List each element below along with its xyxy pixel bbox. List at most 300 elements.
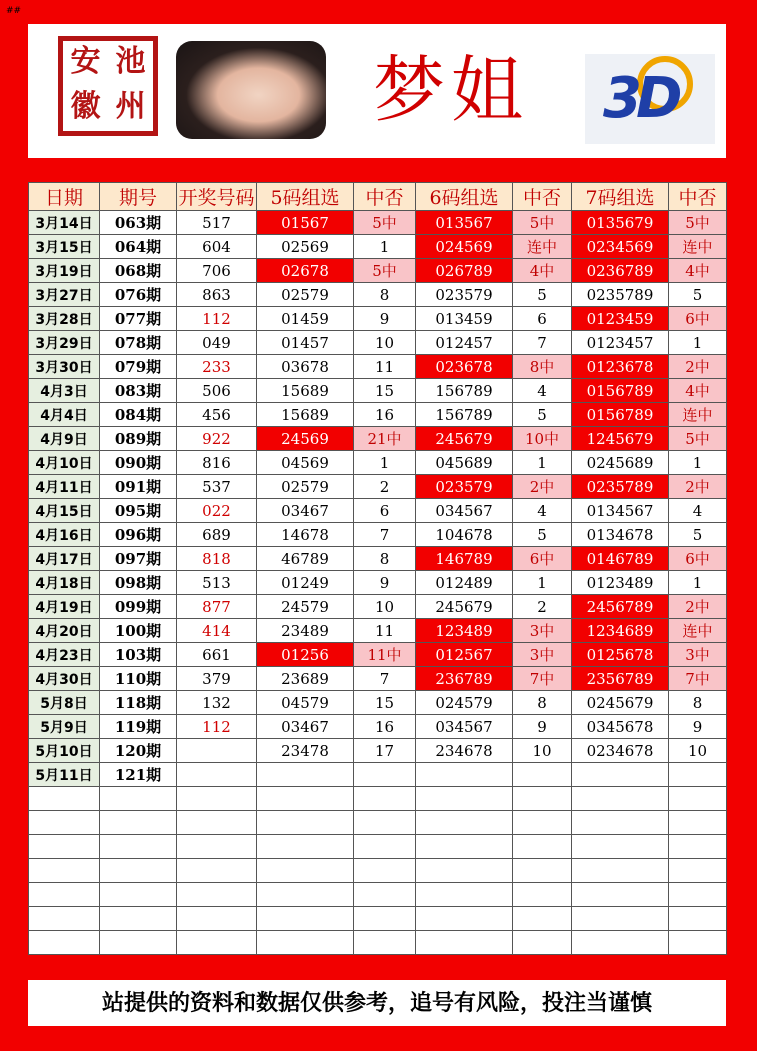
hit-5-cell: 7 — [354, 667, 416, 691]
table-row — [29, 571, 727, 595]
page-title: 梦姐 — [373, 48, 530, 132]
hit-7-cell: 6中 — [669, 547, 727, 571]
hit-5-cell: 5中 — [354, 259, 416, 283]
combo-7-cell: 0345678 — [572, 715, 669, 739]
hit-7-cell: 连中 — [669, 619, 727, 643]
seal-char: 安 — [70, 44, 101, 79]
combo-6-cell: 023678 — [416, 355, 513, 379]
table-row — [29, 595, 727, 619]
hit-7-cell: 1 — [669, 451, 727, 475]
col-header-7-hit: 中否 — [669, 183, 727, 211]
logo-text: 3D — [603, 66, 677, 131]
col-header-5-hit: 中否 — [354, 183, 416, 211]
draw-number-cell: 604 — [177, 235, 257, 259]
issue-cell: 089期 — [100, 427, 177, 451]
hit-7-cell: 2中 — [669, 475, 727, 499]
empty-cell — [100, 835, 177, 859]
empty-cell — [572, 907, 669, 931]
disclaimer-banner — [28, 980, 726, 1026]
combo-5-cell: 01459 — [257, 307, 354, 331]
combo-6-cell: 156789 — [416, 403, 513, 427]
draw-number-cell: 112 — [177, 715, 257, 739]
empty-cell — [29, 883, 100, 907]
table-row — [29, 427, 727, 451]
combo-6-cell: 034567 — [416, 499, 513, 523]
empty-cell — [100, 787, 177, 811]
hit-5-cell: 5中 — [354, 211, 416, 235]
draw-number-cell: 233 — [177, 355, 257, 379]
empty-cell — [416, 859, 513, 883]
combo-5-cell: 23689 — [257, 667, 354, 691]
combo-6-cell: 012457 — [416, 331, 513, 355]
table-row — [29, 667, 727, 691]
combo-5-cell: 15689 — [257, 403, 354, 427]
combo-6-cell: 013567 — [416, 211, 513, 235]
combo-5-cell: 01256 — [257, 643, 354, 667]
combo-7-cell: 1245679 — [572, 427, 669, 451]
combo-6-cell: 023579 — [416, 475, 513, 499]
col-header-7-combo: 7码组选 — [572, 183, 669, 211]
issue-cell: 076期 — [100, 283, 177, 307]
date-cell: 3月27日 — [29, 283, 100, 307]
combo-7-cell: 0235789 — [572, 283, 669, 307]
empty-cell — [354, 835, 416, 859]
hit-5-cell: 15 — [354, 379, 416, 403]
combo-6-cell: 012567 — [416, 643, 513, 667]
combo-5-cell: 23478 — [257, 739, 354, 763]
combo-6-cell: 245679 — [416, 427, 513, 451]
empty-cell — [513, 907, 572, 931]
date-cell: 5月11日 — [29, 763, 100, 787]
draw-number-cell — [177, 739, 257, 763]
issue-cell: 079期 — [100, 355, 177, 379]
issue-cell: 097期 — [100, 547, 177, 571]
table-row — [29, 403, 727, 427]
combo-7-cell: 0245689 — [572, 451, 669, 475]
combo-7-cell: 0123489 — [572, 571, 669, 595]
col-header-draw: 开奖号码 — [177, 183, 257, 211]
issue-cell: 121期 — [100, 763, 177, 787]
date-cell: 5月9日 — [29, 715, 100, 739]
draw-number-cell: 706 — [177, 259, 257, 283]
date-cell: 3月19日 — [29, 259, 100, 283]
empty-cell — [669, 907, 727, 931]
prediction-table — [28, 182, 727, 955]
combo-7-cell: 0125678 — [572, 643, 669, 667]
hit-6-cell: 5 — [513, 403, 572, 427]
empty-cell — [29, 811, 100, 835]
combo-6-cell: 245679 — [416, 595, 513, 619]
combo-7-cell: 0134567 — [572, 499, 669, 523]
hit-6-cell: 8 — [513, 691, 572, 715]
empty-cell — [572, 859, 669, 883]
hit-6-cell: 1 — [513, 451, 572, 475]
seal-char: 池 — [115, 44, 146, 79]
hit-7-cell: 5中 — [669, 211, 727, 235]
draw-number-cell: 022 — [177, 499, 257, 523]
issue-cell: 100期 — [100, 619, 177, 643]
table-header-row — [29, 183, 727, 211]
hit-7-cell: 连中 — [669, 403, 727, 427]
combo-5-cell: 02569 — [257, 235, 354, 259]
hit-7-cell: 6中 — [669, 307, 727, 331]
3d-lottery-logo — [585, 54, 715, 144]
empty-cell — [354, 883, 416, 907]
draw-number-cell: 537 — [177, 475, 257, 499]
col-header-6-combo: 6码组选 — [416, 183, 513, 211]
empty-cell — [572, 931, 669, 955]
date-cell: 4月10日 — [29, 451, 100, 475]
issue-cell: 095期 — [100, 499, 177, 523]
hit-5-cell — [354, 763, 416, 787]
empty-row — [29, 883, 727, 907]
header-banner — [28, 24, 726, 158]
hit-6-cell: 5中 — [513, 211, 572, 235]
hit-6-cell: 10中 — [513, 427, 572, 451]
hit-6-cell: 5 — [513, 283, 572, 307]
date-cell: 4月30日 — [29, 667, 100, 691]
hit-6-cell — [513, 763, 572, 787]
hit-5-cell: 11中 — [354, 643, 416, 667]
draw-number-cell: 132 — [177, 691, 257, 715]
combo-5-cell: 02579 — [257, 283, 354, 307]
draw-number-cell — [177, 763, 257, 787]
date-cell: 4月9日 — [29, 427, 100, 451]
avatar-photo — [176, 41, 326, 139]
hit-7-cell: 4 — [669, 499, 727, 523]
table-row — [29, 499, 727, 523]
empty-cell — [100, 907, 177, 931]
empty-cell — [257, 859, 354, 883]
date-cell: 3月28日 — [29, 307, 100, 331]
hit-5-cell: 11 — [354, 355, 416, 379]
combo-5-cell — [257, 763, 354, 787]
draw-number-cell: 379 — [177, 667, 257, 691]
empty-cell — [572, 835, 669, 859]
combo-6-cell: 104678 — [416, 523, 513, 547]
date-cell: 4月23日 — [29, 643, 100, 667]
seal-char: 州 — [115, 89, 146, 124]
disclaimer-text: 站提供的资料和数据仅供参考，追号有风险，投注当谨慎 — [101, 990, 652, 1016]
combo-5-cell: 03678 — [257, 355, 354, 379]
combo-6-cell: 012489 — [416, 571, 513, 595]
combo-7-cell: 0156789 — [572, 379, 669, 403]
empty-cell — [416, 883, 513, 907]
prediction-table-wrapper — [28, 182, 726, 955]
empty-cell — [354, 931, 416, 955]
hit-5-cell: 2 — [354, 475, 416, 499]
hit-5-cell: 1 — [354, 235, 416, 259]
table-row — [29, 547, 727, 571]
empty-cell — [416, 811, 513, 835]
empty-cell — [354, 787, 416, 811]
combo-5-cell: 04579 — [257, 691, 354, 715]
table-body — [29, 211, 727, 955]
empty-cell — [416, 907, 513, 931]
empty-cell — [100, 859, 177, 883]
combo-7-cell: 0245679 — [572, 691, 669, 715]
empty-cell — [29, 835, 100, 859]
combo-5-cell: 04569 — [257, 451, 354, 475]
combo-7-cell: 0235789 — [572, 475, 669, 499]
hit-6-cell: 9 — [513, 715, 572, 739]
hit-6-cell: 7 — [513, 331, 572, 355]
combo-6-cell: 024579 — [416, 691, 513, 715]
empty-row — [29, 859, 727, 883]
combo-5-cell: 14678 — [257, 523, 354, 547]
combo-5-cell: 01457 — [257, 331, 354, 355]
hit-5-cell: 8 — [354, 547, 416, 571]
empty-cell — [257, 907, 354, 931]
empty-cell — [572, 883, 669, 907]
empty-cell — [100, 883, 177, 907]
combo-6-cell: 156789 — [416, 379, 513, 403]
table-row — [29, 331, 727, 355]
col-header-issue: 期号 — [100, 183, 177, 211]
empty-cell — [669, 859, 727, 883]
empty-cell — [513, 787, 572, 811]
seal-char: 徽 — [70, 89, 101, 124]
combo-7-cell: 0156789 — [572, 403, 669, 427]
date-cell: 4月19日 — [29, 595, 100, 619]
table-row — [29, 211, 727, 235]
empty-cell — [669, 883, 727, 907]
combo-6-cell: 026789 — [416, 259, 513, 283]
hit-7-cell: 3中 — [669, 643, 727, 667]
date-cell: 4月20日 — [29, 619, 100, 643]
empty-cell — [257, 811, 354, 835]
empty-cell — [177, 811, 257, 835]
hit-7-cell: 5中 — [669, 427, 727, 451]
issue-cell: 064期 — [100, 235, 177, 259]
table-row — [29, 283, 727, 307]
hit-6-cell: 10 — [513, 739, 572, 763]
date-cell: 4月17日 — [29, 547, 100, 571]
table-row — [29, 763, 727, 787]
empty-cell — [354, 859, 416, 883]
combo-5-cell: 24569 — [257, 427, 354, 451]
combo-5-cell: 24579 — [257, 595, 354, 619]
empty-cell — [416, 787, 513, 811]
hit-7-cell: 9 — [669, 715, 727, 739]
hit-6-cell: 2中 — [513, 475, 572, 499]
empty-cell — [513, 811, 572, 835]
date-cell: 4月18日 — [29, 571, 100, 595]
empty-row — [29, 811, 727, 835]
hit-6-cell: 4 — [513, 379, 572, 403]
col-header-date: 日期 — [29, 183, 100, 211]
hit-6-cell: 3中 — [513, 619, 572, 643]
combo-7-cell: 0134678 — [572, 523, 669, 547]
col-header-6-hit: 中否 — [513, 183, 572, 211]
empty-cell — [100, 811, 177, 835]
hit-6-cell: 8中 — [513, 355, 572, 379]
combo-5-cell: 15689 — [257, 379, 354, 403]
date-cell: 3月14日 — [29, 211, 100, 235]
empty-cell — [354, 811, 416, 835]
date-cell: 4月15日 — [29, 499, 100, 523]
hit-5-cell: 7 — [354, 523, 416, 547]
hit-6-cell: 4中 — [513, 259, 572, 283]
table-row — [29, 739, 727, 763]
hit-5-cell: 15 — [354, 691, 416, 715]
draw-number-cell: 877 — [177, 595, 257, 619]
issue-cell: 098期 — [100, 571, 177, 595]
empty-cell — [177, 787, 257, 811]
hit-7-cell: 2中 — [669, 595, 727, 619]
hit-5-cell: 6 — [354, 499, 416, 523]
table-row — [29, 259, 727, 283]
date-cell: 4月11日 — [29, 475, 100, 499]
hit-6-cell: 连中 — [513, 235, 572, 259]
issue-cell: 077期 — [100, 307, 177, 331]
combo-6-cell: 234678 — [416, 739, 513, 763]
draw-number-cell: 689 — [177, 523, 257, 547]
draw-number-cell: 818 — [177, 547, 257, 571]
empty-cell — [29, 931, 100, 955]
issue-cell: 120期 — [100, 739, 177, 763]
combo-6-cell: 023579 — [416, 283, 513, 307]
empty-row — [29, 931, 727, 955]
hit-7-cell: 2中 — [669, 355, 727, 379]
table-row — [29, 523, 727, 547]
empty-cell — [513, 931, 572, 955]
combo-5-cell: 23489 — [257, 619, 354, 643]
date-cell: 4月16日 — [29, 523, 100, 547]
empty-cell — [513, 883, 572, 907]
hit-5-cell: 1 — [354, 451, 416, 475]
date-cell: 4月4日 — [29, 403, 100, 427]
date-cell: 3月15日 — [29, 235, 100, 259]
hit-5-cell: 9 — [354, 307, 416, 331]
empty-cell — [572, 787, 669, 811]
table-row — [29, 619, 727, 643]
empty-cell — [177, 835, 257, 859]
hit-7-cell: 8 — [669, 691, 727, 715]
issue-cell: 091期 — [100, 475, 177, 499]
hit-5-cell: 10 — [354, 331, 416, 355]
table-row — [29, 643, 727, 667]
hit-7-cell — [669, 763, 727, 787]
date-cell: 4月3日 — [29, 379, 100, 403]
issue-cell: 103期 — [100, 643, 177, 667]
issue-cell: 083期 — [100, 379, 177, 403]
draw-number-cell: 517 — [177, 211, 257, 235]
combo-7-cell: 0123459 — [572, 307, 669, 331]
hit-6-cell: 3中 — [513, 643, 572, 667]
combo-7-cell: 2356789 — [572, 667, 669, 691]
issue-cell: 099期 — [100, 595, 177, 619]
empty-row — [29, 787, 727, 811]
hit-6-cell: 6中 — [513, 547, 572, 571]
empty-cell — [177, 907, 257, 931]
empty-cell — [669, 931, 727, 955]
empty-row — [29, 907, 727, 931]
combo-7-cell: 0234678 — [572, 739, 669, 763]
table-row — [29, 715, 727, 739]
issue-cell: 084期 — [100, 403, 177, 427]
empty-cell — [354, 907, 416, 931]
combo-5-cell: 46789 — [257, 547, 354, 571]
issue-cell: 119期 — [100, 715, 177, 739]
table-row — [29, 451, 727, 475]
empty-cell — [257, 835, 354, 859]
empty-cell — [177, 931, 257, 955]
date-cell: 5月8日 — [29, 691, 100, 715]
empty-cell — [257, 787, 354, 811]
table-row — [29, 355, 727, 379]
hit-7-cell: 4中 — [669, 379, 727, 403]
issue-cell: 096期 — [100, 523, 177, 547]
hit-6-cell: 4 — [513, 499, 572, 523]
date-cell: 5月10日 — [29, 739, 100, 763]
combo-7-cell: 0234569 — [572, 235, 669, 259]
empty-cell — [257, 883, 354, 907]
hit-6-cell: 6 — [513, 307, 572, 331]
combo-7-cell: 2456789 — [572, 595, 669, 619]
draw-number-cell: 513 — [177, 571, 257, 595]
table-row — [29, 475, 727, 499]
date-cell: 3月29日 — [29, 331, 100, 355]
empty-row — [29, 835, 727, 859]
draw-number-cell: 112 — [177, 307, 257, 331]
hit-5-cell: 11 — [354, 619, 416, 643]
empty-cell — [257, 931, 354, 955]
empty-cell — [669, 811, 727, 835]
col-header-5-combo: 5码组选 — [257, 183, 354, 211]
hit-7-cell: 5 — [669, 283, 727, 307]
hit-7-cell: 5 — [669, 523, 727, 547]
issue-cell: 118期 — [100, 691, 177, 715]
draw-number-cell: 506 — [177, 379, 257, 403]
combo-5-cell: 01567 — [257, 211, 354, 235]
hit-7-cell: 1 — [669, 331, 727, 355]
combo-5-cell: 03467 — [257, 499, 354, 523]
combo-6-cell: 045689 — [416, 451, 513, 475]
table-row — [29, 379, 727, 403]
corner-mark: ## — [6, 6, 22, 16]
empty-cell — [29, 859, 100, 883]
draw-number-cell: 863 — [177, 283, 257, 307]
hit-5-cell: 9 — [354, 571, 416, 595]
issue-cell: 110期 — [100, 667, 177, 691]
hit-7-cell: 7中 — [669, 667, 727, 691]
empty-cell — [513, 835, 572, 859]
combo-7-cell — [572, 763, 669, 787]
hit-5-cell: 16 — [354, 715, 416, 739]
table-row — [29, 307, 727, 331]
combo-6-cell: 236789 — [416, 667, 513, 691]
combo-5-cell: 03467 — [257, 715, 354, 739]
hit-5-cell: 10 — [354, 595, 416, 619]
combo-6-cell: 123489 — [416, 619, 513, 643]
issue-cell: 068期 — [100, 259, 177, 283]
empty-cell — [669, 835, 727, 859]
empty-cell — [100, 931, 177, 955]
combo-6-cell: 024569 — [416, 235, 513, 259]
table-row — [29, 691, 727, 715]
combo-6-cell: 013459 — [416, 307, 513, 331]
empty-cell — [416, 835, 513, 859]
combo-6-cell — [416, 763, 513, 787]
draw-number-cell: 414 — [177, 619, 257, 643]
combo-6-cell: 146789 — [416, 547, 513, 571]
hit-7-cell: 1 — [669, 571, 727, 595]
empty-cell — [669, 787, 727, 811]
combo-7-cell: 0146789 — [572, 547, 669, 571]
issue-cell: 078期 — [100, 331, 177, 355]
draw-number-cell: 922 — [177, 427, 257, 451]
